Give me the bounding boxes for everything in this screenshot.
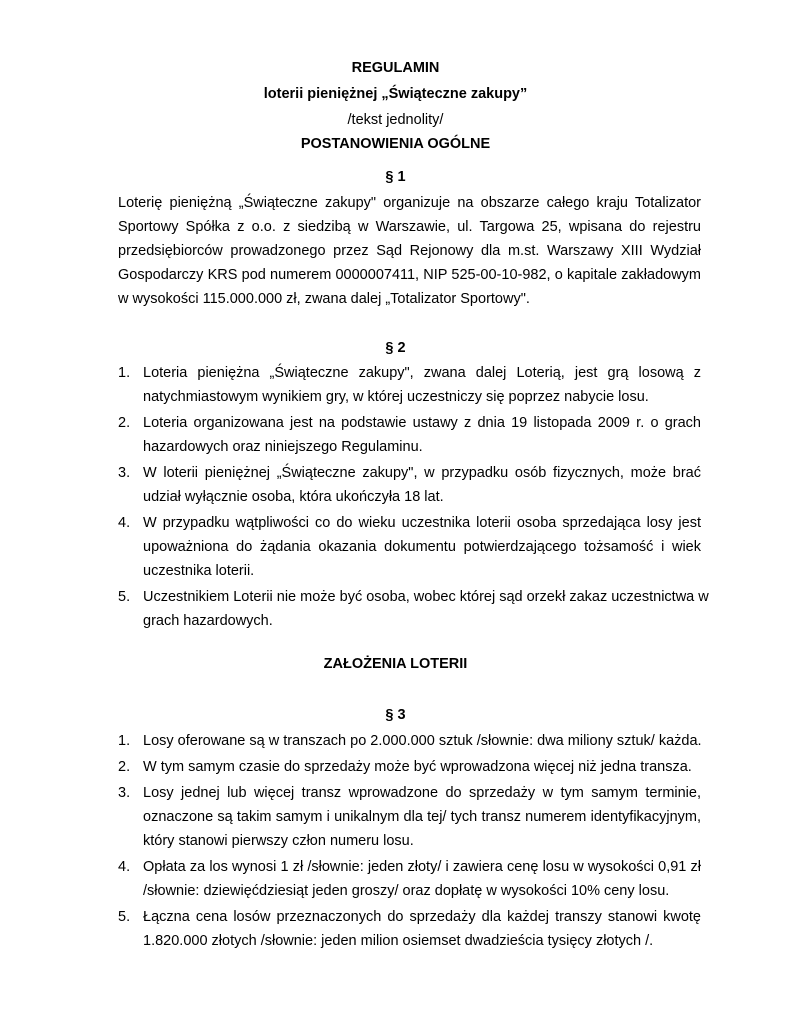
list-number: 2. bbox=[118, 759, 131, 775]
list-item bbox=[118, 585, 709, 633]
text-line: uczestnika loterii. bbox=[143, 563, 255, 579]
paragraph-1-text bbox=[118, 191, 701, 311]
text-line: 1.820.000 złotych /słownie: jeden milion osiemset dwadzieścia tysięcy złotych /. bbox=[143, 933, 654, 949]
text-line: natychmiastowym wynikiem gry, w której uczestniczy się poprzez nabycie losu. bbox=[143, 389, 649, 405]
document-subtitle: loterii pieniężnej „Świąteczne zakupy” bbox=[263, 86, 528, 102]
list-item bbox=[118, 905, 701, 953]
section-heading-general: POSTANOWIENIA OGÓLNE bbox=[300, 136, 491, 152]
list-number: 3. bbox=[118, 785, 131, 801]
text-line: Loterię pieniężną „Świąteczne zakupy" organizuje na obszarze całego kraju Totalizator bbox=[118, 195, 701, 211]
document-title: REGULAMIN bbox=[351, 60, 440, 76]
text-line: Losy oferowane są w transzach po 2.000.000 sztuk /słownie: dwa miliony sztuk/ każda. bbox=[143, 733, 702, 749]
text-line: w wysokości 115.000.000 zł, zwana dalej „Totalizator Sportowy". bbox=[118, 291, 530, 307]
text-line: /słownie: dziewięćdziesiąt jeden groszy/ oraz dopłatę w wysokości 10% ceny losu. bbox=[143, 883, 670, 899]
text-line: który stanowi pierwszy człon numeru losu. bbox=[143, 833, 414, 849]
text-line: udział wyłącznie osoba, która ukończyła 18 lat. bbox=[143, 489, 444, 505]
text-line: grach hazardowych. bbox=[143, 613, 273, 629]
list-number: 1. bbox=[118, 733, 131, 749]
list-item bbox=[118, 729, 701, 753]
paragraph-mark-3: § 3 bbox=[385, 707, 406, 723]
text-line: hazardowych oraz niniejszego Regulaminu. bbox=[143, 439, 423, 455]
text-line: Loteria pieniężna „Świąteczne zakupy", zwana dalej Loterią, jest grą losową z bbox=[143, 365, 701, 381]
list-number: 5. bbox=[118, 909, 131, 925]
text-line: upoważniona do żądania okazania dokumentu potwierdzającego tożsamość i wiek bbox=[143, 539, 701, 555]
list-item bbox=[118, 781, 701, 853]
list-item bbox=[118, 411, 701, 459]
list-item bbox=[118, 511, 701, 583]
text-line: Łączna cena losów przeznaczonych do sprzedaży dla każdej transzy stanowi kwotę bbox=[143, 909, 701, 925]
text-line: Losy jednej lub więcej transz wprowadzone do sprzedaży w tym samym terminie, bbox=[143, 785, 701, 801]
paragraph-3-list bbox=[118, 729, 701, 953]
text-line: Gospodarczy KRS pod numerem 0000007411, NIP 525-00-10-982, o kapitale zakładowym bbox=[118, 267, 701, 283]
text-line: W tym samym czasie do sprzedaży może być wprowadzona więcej niż jedna transza. bbox=[143, 759, 692, 775]
text-line: Sportowy Spółka z o.o. z siedzibą w Warszawie, ul. Targowa 25, wpisana do rejestru bbox=[118, 219, 701, 235]
text-line: Loteria organizowana jest na podstawie ustawy z dnia 19 listopada 2009 r. o grach bbox=[143, 415, 701, 431]
paragraph-mark-2: § 2 bbox=[385, 340, 406, 356]
text-line: oznaczone są takim samym i unikalnym dla tej/ tych transz numerem identyfikacyjnym, bbox=[143, 809, 701, 825]
paragraph-mark-1: § 1 bbox=[385, 169, 406, 185]
list-item bbox=[118, 855, 701, 903]
text-line: W przypadku wątpliwości co do wieku uczestnika loterii osoba sprzedająca losy jest bbox=[143, 515, 701, 531]
document-note: /tekst jednolity/ bbox=[347, 112, 444, 128]
list-number: 2. bbox=[118, 415, 131, 431]
list-item bbox=[118, 361, 701, 409]
text-line: przedsiębiorców prowadzonego przez Sąd Rejonowy dla m.st. Warszawy XIII Wydział bbox=[118, 243, 701, 259]
section-heading-assumptions: ZAŁOŻENIA LOTERII bbox=[323, 656, 468, 672]
list-number: 4. bbox=[118, 515, 131, 531]
text-line: Uczestnikiem Loterii nie może być osoba, wobec której sąd orzekł zakaz uczestnictwa w bbox=[143, 589, 709, 605]
list-item bbox=[118, 755, 701, 779]
list-number: 3. bbox=[118, 465, 131, 481]
list-number: 4. bbox=[118, 859, 131, 875]
text-line: W loterii pieniężnej „Świąteczne zakupy", w przypadku osób fizycznych, może brać bbox=[143, 465, 701, 481]
list-number: 1. bbox=[118, 365, 131, 381]
text-line: Opłata za los wynosi 1 zł /słownie: jeden złoty/ i zawiera cenę losu w wysokości 0,91 zł bbox=[143, 859, 701, 875]
paragraph-2-list bbox=[118, 361, 709, 633]
list-item bbox=[118, 461, 701, 509]
list-number: 5. bbox=[118, 589, 131, 605]
